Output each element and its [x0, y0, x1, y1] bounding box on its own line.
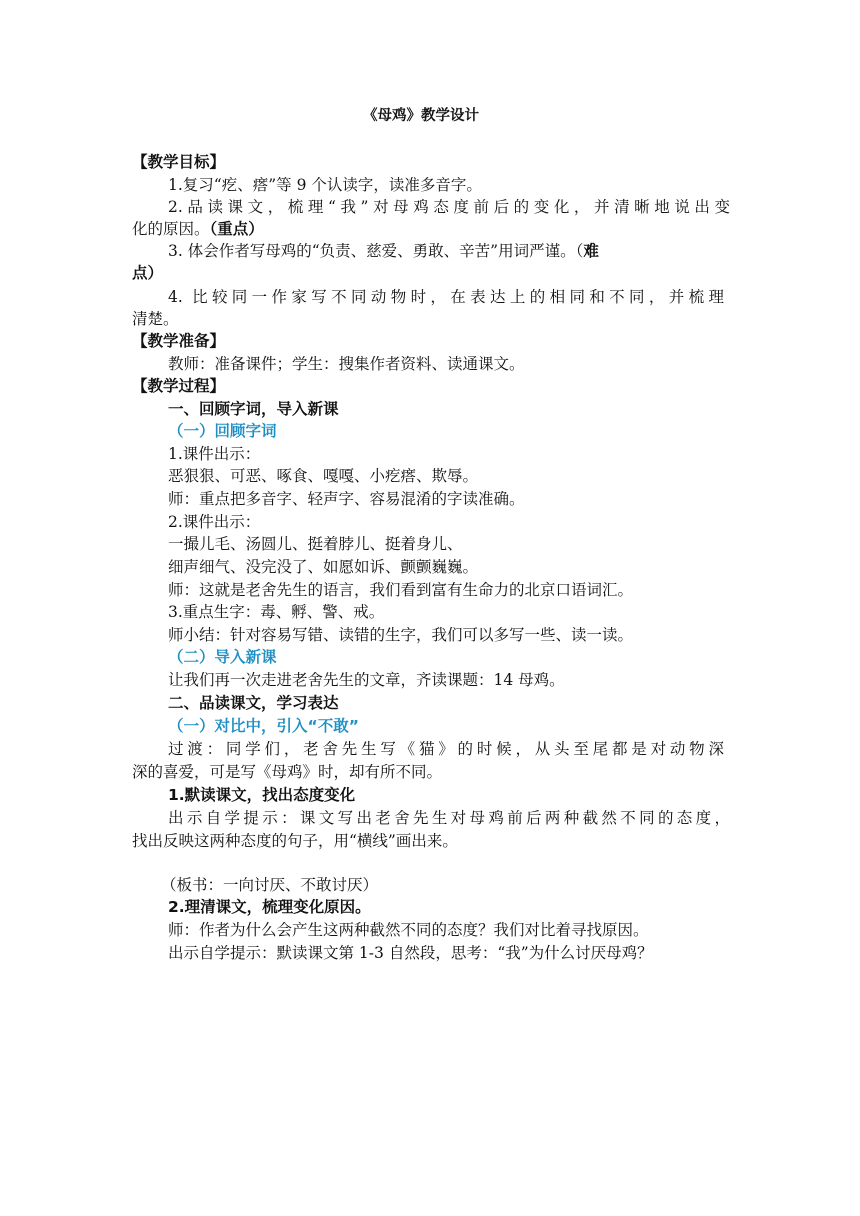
board-note: （板书：一向讨厌、不敢讨厌） [161, 876, 379, 894]
difficult-point-mark-b: 点） [132, 264, 164, 282]
preparation-heading: 【教学准备】 [132, 332, 226, 350]
preparation-text: 教师：准备课件；学生：搜集作者资料、读通课文。 [168, 355, 525, 373]
objective-3-text: 3. 体会作者写母鸡的“负责、慈爱、勇敢、辛苦”用词严谨。（ [168, 242, 584, 260]
objective-2-line2 [132, 218, 264, 240]
paragraph: 找出反映这两种态度的句子，用“横线”画出来。 [132, 832, 458, 850]
paragraph: 一撮儿毛、汤圆儿、挺着脖儿、挺着身儿、 [168, 535, 463, 553]
objective-3-line1 [168, 240, 730, 262]
objective-2-text: 化的原因。 [132, 220, 210, 238]
part2-heading: 二、品读课文，学习表达 [168, 694, 339, 712]
part1-subheading-2: （二）导入新课 [168, 648, 277, 666]
paragraph: 2.课件出示： [168, 513, 261, 531]
objective-4-line1: 4. 比较同一作家写不同动物时，在表达上的相同和不同，并梳理 [168, 288, 724, 306]
paragraph: 恶狠狠、可恶、啄食、嘎嘎、小疙瘩、欺辱。 [168, 467, 479, 485]
paragraph: 出示自学提示：默读课文第 1-3 自然段，思考：“我”为什么讨厌母鸡？ [168, 944, 653, 962]
difficult-point-mark-a: 难 [583, 242, 599, 260]
paragraph: 细声细气、没完没了、如愿如诉、颤颤巍巍。 [168, 558, 479, 576]
objective-4-line2: 清楚。 [132, 310, 179, 328]
part1-subheading-1: （一）回顾字词 [168, 422, 277, 440]
objective-1: 1.复习“疙、瘩”等 9 个认读字，读准多音字。 [168, 176, 482, 194]
paragraph: 师：这就是老舍先生的语言，我们看到富有生命力的北京口语词汇。 [168, 581, 634, 599]
paragraph: 师：重点把多音字、轻声字、容易混淆的字读准确。 [168, 490, 525, 508]
document-title: 《母鸡》教学设计 [363, 108, 479, 124]
objectives-heading: 【教学目标】 [132, 153, 226, 171]
paragraph: 师小结：针对容易写错、读错的生字，我们可以多写一些、读一读。 [168, 626, 634, 644]
paragraph: 出示自学提示：课文写出老舍先生对母鸡前后两种截然不同的态度， [168, 809, 730, 827]
paragraph: 师：作者为什么会产生这两种截然不同的态度？我们对比着寻找原因。 [168, 921, 649, 939]
paragraph: 3.重点生字：毒、孵、警、戒。 [168, 603, 385, 621]
process-heading: 【教学过程】 [132, 377, 226, 395]
step2-heading: 2.理清课文，梳理变化原因。 [168, 898, 371, 916]
objective-2-line1: 2.品读课文，梳理“我”对母鸡态度前后的变化，并清晰地说出变 [168, 198, 730, 216]
paragraph: 让我们再一次走进老舍先生的文章，齐读课题：14 母鸡。 [168, 671, 565, 689]
key-point-mark: （重点） [209, 220, 264, 238]
paragraph: 过渡：同学们，老舍先生写《猫》的时候，从头至尾都是对动物深 [168, 740, 724, 758]
step1-heading: 1.默读课文，找出态度变化 [168, 786, 356, 804]
part2-subheading-1: （一）对比中，引入“不敢” [168, 717, 359, 735]
part1-heading: 一、回顾字词，导入新课 [168, 400, 339, 418]
paragraph: 深的喜爱，可是写《母鸡》时，却有所不同。 [132, 763, 443, 781]
paragraph: 1.课件出示： [168, 445, 261, 463]
